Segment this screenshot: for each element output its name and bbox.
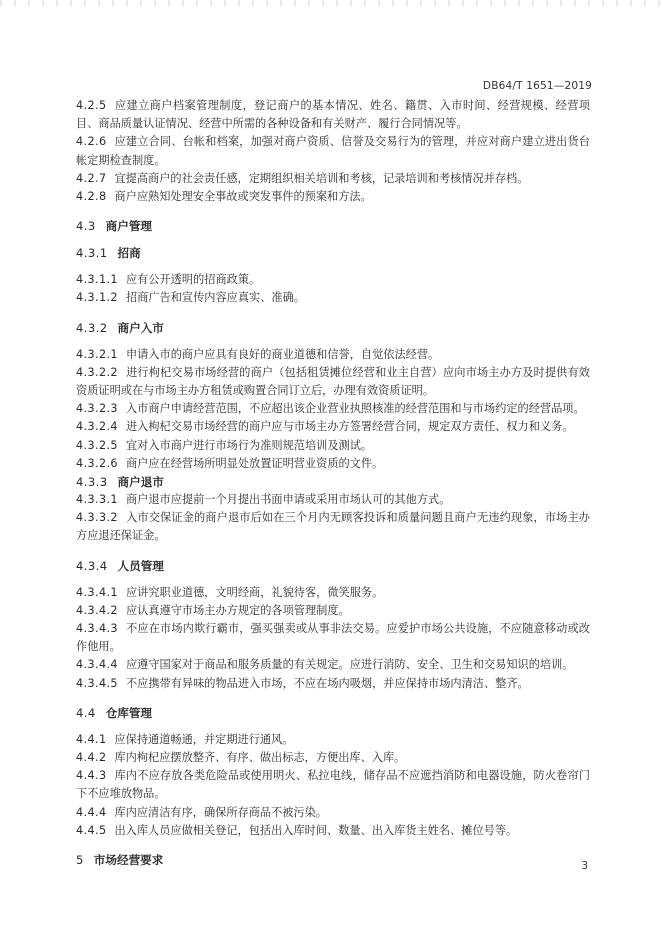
clause-number: 4.4.3	[76, 769, 107, 783]
clause-text: 应建立合同、台帐和档案，加强对商户资质、信誉及交易行为的管理，并应对商户建立进出货台帐定期检查制度。	[76, 135, 590, 167]
section-title: 人员管理	[117, 558, 164, 573]
clause-number: 4.4.4	[76, 805, 107, 819]
clause-number: 4.3.4.2	[76, 603, 118, 617]
clause-4-3-4-4	[76, 656, 590, 674]
section-title: 招商	[117, 246, 141, 261]
section-number: 5	[76, 853, 84, 868]
clause-number: 4.3.3.2	[76, 511, 118, 525]
clause-text: 入市商户申请经营范围，不应超出该企业营业执照核准的经营范围和与市场约定的经营品项。	[125, 402, 585, 416]
clause-4-3-4-2	[76, 602, 590, 620]
clause-text: 应保持通道畅通，并定期进行通风。	[114, 732, 294, 746]
clause-number: 4.4.2	[76, 751, 107, 765]
clause-4-3-1-1	[76, 271, 590, 289]
clause-number: 4.3.1.1	[76, 273, 118, 287]
clause-text: 应遵守国家对于商品和服务质量的有关规定。应进行消防、安全、卫生和交易知识的培训。	[125, 658, 574, 672]
document-body	[76, 97, 590, 869]
clause-number: 4.2.5	[76, 99, 107, 112]
section-number: 4.3.3	[76, 475, 108, 490]
clause-4-3-4-1	[76, 584, 590, 602]
clause-4-3-2-5	[76, 437, 590, 455]
clause-number: 4.3.4.4	[76, 658, 118, 672]
clause-number: 4.3.2.6	[76, 456, 118, 470]
document-code: DB64/T 1651—2019	[482, 80, 592, 92]
clause-number: 4.2.8	[76, 190, 107, 204]
section-number: 4.3.1	[76, 246, 108, 261]
section-number: 4.3.4	[76, 558, 108, 573]
section-heading-4-3-1	[76, 244, 590, 262]
section-title: 商户管理	[105, 219, 153, 234]
clause-number: 4.2.7	[76, 171, 107, 185]
clause-4-3-2-2	[76, 364, 590, 400]
clause-4-3-2-6	[76, 455, 590, 473]
section-heading-4-3	[76, 217, 590, 235]
clause-text: 进入枸杞交易市场经营的商户应与市场主办方签署经营合同，规定双方责任、权力和义务。	[125, 420, 574, 434]
clause-text: 商户应熟知处理安全事故或突发事件的预案和方法。	[114, 190, 372, 204]
clause-4-2-6	[76, 133, 590, 169]
clause-text: 进行枸杞交易市场经营的商户（包括租赁摊位经营和业主自营）应向市场主办方及时提供有效资质证明或在与市场主办方租赁或购置合同订立后，办理有效资质证明。	[76, 365, 590, 398]
clause-4-2-7	[76, 170, 590, 188]
clause-text: 不应携带有异味的物品进入市场，不应在场内吸烟，并应保持市场内清洁、整齐。	[125, 676, 529, 690]
scan-edge-artifact	[0, 0, 662, 6]
clause-text: 应认真遵守市场主办方规定的各项管理制度。	[125, 603, 350, 617]
clause-text: 应有公开透明的招商政策。	[125, 273, 261, 287]
clause-4-2-5	[76, 97, 590, 133]
section-heading-5	[76, 851, 590, 869]
clause-4-3-2-3	[76, 400, 590, 418]
clause-number: 4.3.2.1	[76, 347, 118, 361]
section-title: 商户退市	[117, 475, 164, 490]
clause-number: 4.3.2.4	[76, 420, 118, 434]
clause-text: 申请入市的商户应具有良好的商业道德和信誉，自觉依法经营。	[125, 347, 440, 361]
section-heading-4-3-4	[76, 557, 590, 575]
clause-4-4-3	[76, 767, 590, 803]
clause-number: 4.4.1	[76, 732, 107, 746]
clause-4-3-3-2	[76, 509, 590, 545]
clause-text: 商户退市应提前一个月提出书面申请或采用市场认可的其他方式。	[125, 493, 451, 507]
section-title: 仓库管理	[105, 705, 153, 720]
clause-text: 入市交保证金的商户退市后如在三个月内无顾客投诉和质量问题且商户无违约现象，市场主办方应退还保证金。	[76, 511, 590, 543]
clause-4-3-2-1	[76, 346, 590, 364]
page-number: 3	[581, 860, 588, 872]
clause-number: 4.3.2.5	[76, 438, 118, 452]
section-heading-4-3-2	[76, 319, 590, 337]
clause-4-4-5	[76, 822, 590, 840]
section-heading-4-3-3	[76, 473, 590, 491]
section-title: 市场经营要求	[93, 853, 164, 868]
clause-text: 应建立商户档案管理制度，登记商户的基本情况、姓名、籍贯、入市时间、经营规模、经营项目、商品质量认证情况、经营中所需的各种设备和有关财产、履行合同情况等。	[76, 99, 590, 131]
clause-4-3-3-1	[76, 491, 590, 509]
clause-4-4-1	[76, 731, 590, 749]
clause-text: 库内不应存放各类危险品或使用明火、私拉电线，储存品不应遮挡消防和电器设施，防火卷帘门下不应堆放物品。	[76, 769, 590, 801]
clause-number: 4.3.2.2	[76, 365, 118, 379]
clause-number: 4.3.3.1	[76, 493, 118, 507]
section-title: 商户入市	[117, 320, 164, 335]
clause-number: 4.3.4.3	[76, 622, 118, 636]
clause-number: 4.3.1.2	[76, 291, 118, 305]
clause-text: 商户应在经营场所明显处放置证明营业资质的文件。	[125, 456, 384, 470]
clause-text: 库内应清洁有序，确保所存商品不被污染。	[114, 805, 328, 819]
clause-number: 4.3.4.5	[76, 676, 118, 690]
clause-text: 出入库人员应做相关登记，包括出入库时间、数量、出入库货主姓名、摊位号等。	[114, 823, 518, 837]
clause-text: 不应在市场内欺行霸市，强买强卖或从事非法交易。应爱护市场公共设施，不应随意移动或改作他用。	[76, 622, 590, 654]
section-number: 4.3	[76, 219, 96, 234]
clause-text: 库内枸杞应摆放整齐、有序、做出标志，方便出库、入库。	[114, 751, 406, 765]
clause-4-3-4-5	[76, 675, 590, 693]
clause-text: 招商广告和宣传内容应真实、准确。	[125, 291, 305, 305]
clause-text: 宜对入市商户进行市场行为准则规范培训及测试。	[125, 438, 373, 452]
clause-4-3-1-2	[76, 289, 590, 307]
clause-text: 应讲究职业道德，文明经商，礼貌待客，微笑服务。	[125, 585, 384, 599]
clause-text: 宜提高商户的社会责任感，定期组织相关培训和考核，记录培训和考核情况并存档。	[114, 171, 529, 185]
section-heading-4-4	[76, 704, 590, 722]
clause-number: 4.3.4.1	[76, 585, 118, 599]
clause-4-4-2	[76, 749, 590, 767]
clause-number: 4.4.5	[76, 823, 107, 837]
clause-number: 4.2.6	[76, 135, 107, 149]
clause-4-2-8	[76, 188, 590, 206]
clause-4-3-2-4	[76, 418, 590, 436]
clause-number: 4.3.2.3	[76, 402, 118, 416]
clause-4-4-4	[76, 804, 590, 822]
clause-4-3-4-3	[76, 620, 590, 656]
section-number: 4.3.2	[76, 320, 108, 335]
section-number: 4.4	[76, 705, 96, 720]
